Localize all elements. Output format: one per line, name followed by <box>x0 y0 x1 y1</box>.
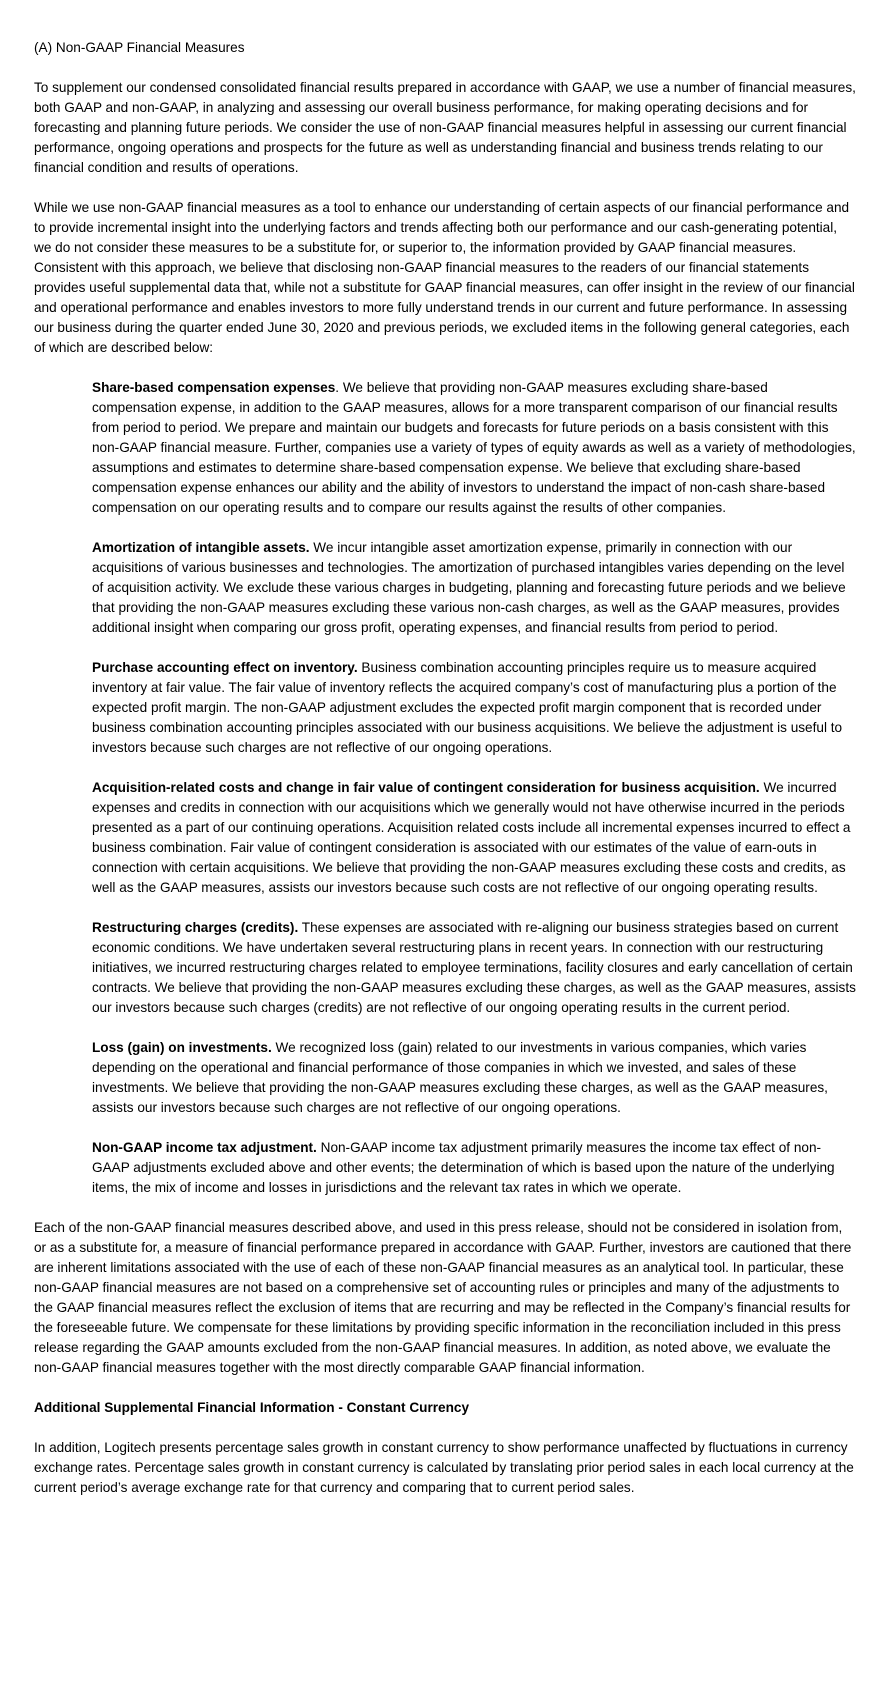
intro-paragraph-1: To supplement our condensed consolidated financial results prepared in accordance with GAAP, we use a number of financial measures, both GAAP and non-GAAP, in analyzing and assessing our overall business performance, for making operating decisions and for forecasting and planning future periods. We consider the use of non-GAAP financial measures helpful in assessing our current financial performance, ongoing operations and prospects for the future as well as understanding financial and business trends relating to our financial condition and results of operations. <box>34 80 856 175</box>
intro-paragraph-2: While we use non-GAAP financial measures as a tool to enhance our understanding of certain aspects of our financial performance and to provide incremental insight into the underlying factors and trends affecting both our performance and our cash-generating potential, we do not consider these measures to be a substitute for, or superior to, the information provided by GAAP financial measures. Consistent with this approach, we believe that disclosing non-GAAP financial measures to the readers of our financial statements provides useful supplemental data that, while not a substitute for GAAP financial measures, can offer insight in the review of our financial and operational performance and enables investors to more fully understand trends in our current and future performance. In assessing our business during the quarter ended June 30, 2020 and previous periods, we excluded items in the following general categories, each of which are described below: <box>34 200 855 355</box>
item-amortization-intangibles <box>92 538 856 638</box>
item-heading: Non-GAAP income tax adjustment. <box>92 1140 317 1155</box>
item-share-based-compensation <box>92 378 856 518</box>
item-income-tax-adjustment <box>92 1138 856 1198</box>
item-acquisition-related-costs <box>92 778 856 898</box>
constant-currency-heading: Additional Supplemental Financial Information - Constant Currency <box>34 1400 470 1415</box>
item-body: Non-GAAP income tax adjustment primarily measures the income tax effect of non-GAAP adjustments excluded above and other events; the determination of which is based upon the nature of the underlying items, the mix of income and losses in jurisdictions and the relevant tax rates in which we operate. <box>92 1140 835 1195</box>
item-body: . We believe that providing non-GAAP measures excluding share-based compensation expense, in addition to the GAAP measures, allows for a more transparent comparison of our financial results from period to period. We prepare and maintain our budgets and forecasts for future periods on a basis consistent with this non-GAAP financial measure. Further, companies use a variety of types of equity awards as well as a variety of methodologies, assumptions and estimates to determine share-based compensation expense. We believe that excluding share-based compensation expense enhances our ability and the ability of investors to understand the impact of non-cash share-based compensation on our operating results and to compare our results against the results of other companies. <box>92 380 856 515</box>
item-body: Business combination accounting principles require us to measure acquired inventory at fair value. The fair value of inventory reflects the acquired company’s cost of manufacturing plus a portion of the expected profit margin. The non-GAAP adjustment excludes the expected profit margin component that is recorded under business combination accounting principles associated with our business acquisitions. We believe the adjustment is useful to investors because such charges are not reflective of our ongoing operations. <box>92 660 843 755</box>
item-body: These expenses are associated with re-aligning our business strategies based on current economic conditions. We have undertaken several restructuring plans in recent years. In connection with our restructuring initiatives, we incurred restructuring charges related to employee terminations, facility closures and early cancellation of certain contracts. We believe that providing the non-GAAP measures excluding these charges, as well as the GAAP measures, assists our investors because such charges (credits) are not reflective of our ongoing operating results in the current period. <box>92 920 856 1015</box>
item-body: We recognized loss (gain) related to our investments in various companies, which varies depending on the operational and financial performance of those companies in which we invested, and sales of these investments. We believe that providing the non-GAAP measures excluding these charges, as well as the GAAP measures, assists our investors because such charges are not reflective of our ongoing operations. <box>92 1040 828 1115</box>
item-heading: Share-based compensation expenses <box>92 380 336 395</box>
section-title: (A) Non-GAAP Financial Measures <box>34 40 245 55</box>
constant-currency-paragraph: In addition, Logitech presents percentage sales growth in constant currency to show performance unaffected by fluctuations in currency exchange rates. Percentage sales growth in constant currency is calculated by translating prior period sales in each local currency at the current period’s average exchange rate for that currency and comparing that to current period sales. <box>34 1440 854 1495</box>
item-heading: Restructuring charges (credits). <box>92 920 299 935</box>
item-heading: Purchase accounting effect on inventory. <box>92 660 358 675</box>
item-body: We incur intangible asset amortization expense, primarily in connection with our acquisitions of various businesses and technologies. The amortization of purchased intangibles varies depending on the level of acquisition activity. We exclude these various charges in budgeting, planning and forecasting future periods and we believe that providing the non-GAAP measures excluding these various non-cash charges, as well as the GAAP measures, provides additional insight when comparing our gross profit, operating expenses, and financial results from period to period. <box>92 540 846 635</box>
limitations-paragraph: Each of the non-GAAP financial measures described above, and used in this press release, should not be considered in isolation from, or as a substitute for, a measure of financial performance prepared in accordance with GAAP. Further, investors are cautioned that there are inherent limitations associated with the use of each of these non-GAAP financial measures as an analytical tool. In particular, these non-GAAP financial measures are not based on a comprehensive set of accounting rules or principles and many of the adjustments to the GAAP financial measures reflect the exclusion of items that are recurring and may be reflected in the Company’s financial results for the foreseeable future. We compensate for these limitations by providing specific information in the reconciliation included in this press release regarding the GAAP amounts excluded from the non-GAAP financial measures. In addition, as noted above, we evaluate the non-GAAP financial measures together with the most directly comparable GAAP financial information. <box>34 1220 852 1375</box>
item-purchase-accounting-inventory <box>92 658 856 758</box>
item-loss-gain-investments <box>92 1038 856 1118</box>
item-restructuring-charges <box>92 918 856 1018</box>
item-heading: Acquisition-related costs and change in fair value of contingent consideration for business acquisition. <box>92 780 760 795</box>
item-body: We incurred expenses and credits in connection with our acquisitions which we generally would not have otherwise incurred in the periods presented as a part of our continuing operations. Acquisition related costs include all incremental expenses incurred to effect a business combination. Fair value of contingent consideration is associated with our estimates of the value of earn-outs in connection with certain acquisitions. We believe that providing the non-GAAP measures excluding these costs and credits, as well as the GAAP measures, assists our investors because such costs are not reflective of our ongoing operating results. <box>92 780 851 895</box>
item-heading: Amortization of intangible assets. <box>92 540 310 555</box>
item-heading: Loss (gain) on investments. <box>92 1040 272 1055</box>
